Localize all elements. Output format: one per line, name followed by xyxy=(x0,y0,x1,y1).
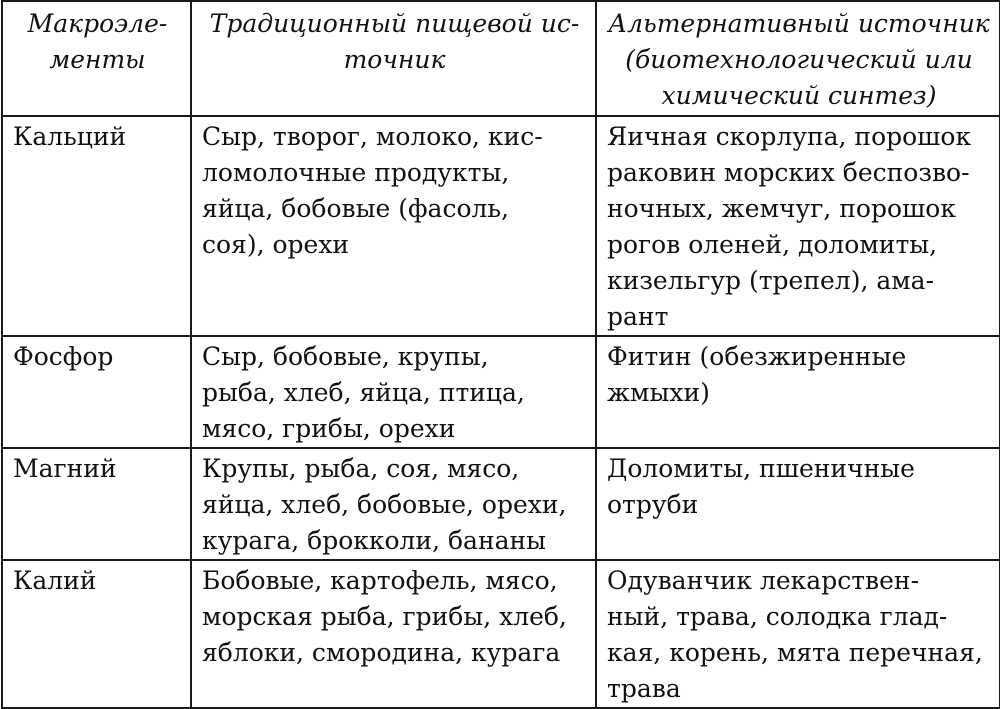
cell-element: Магний xyxy=(2,448,191,560)
cell-element: Калий xyxy=(2,560,191,708)
cell-traditional: Сыр, творог, молоко, кис- ломолочные продукты, яйца, бобовые (фасоль, соя), орехи xyxy=(191,116,596,336)
cell-element: Фосфор xyxy=(2,336,191,448)
cell-alternative: Фитин (обезжиренные жмыхи) xyxy=(596,336,1000,448)
table-row xyxy=(2,448,1000,560)
header-traditional-source: Традиционный пищевой ис- точник xyxy=(191,1,596,116)
cell-traditional: Сыр, бобовые, крупы, рыба, хлеб, яйца, птица, мясо, грибы, орехи xyxy=(191,336,596,448)
cell-traditional: Бобовые, картофель, мясо, морская рыба, грибы, хлеб, яблоки, смородина, курага xyxy=(191,560,596,708)
cell-element: Кальций xyxy=(2,116,191,336)
table-row xyxy=(2,336,1000,448)
macroelements-table xyxy=(1,0,1000,709)
table-header-row xyxy=(2,1,1000,116)
cell-alternative: Доломиты, пшеничные отруби xyxy=(596,448,1000,560)
table-row xyxy=(2,116,1000,336)
header-macroelements: Макроэле- менты xyxy=(2,1,191,116)
table-row xyxy=(2,560,1000,708)
cell-traditional: Крупы, рыба, соя, мясо, яйца, хлеб, бобовые, орехи, курага, брокколи, бананы xyxy=(191,448,596,560)
cell-alternative: Одуванчик лекарствен- ный, трава, солодка глад- кая, корень, мята перечная, трава xyxy=(596,560,1000,708)
header-alternative-source: Альтернативный источник (биотехнологический или химический синтез) xyxy=(596,1,1000,116)
cell-alternative: Яичная скорлупа, порошок раковин морских беспозво- ночных, жемчуг, порошок рогов оленей, доломиты, кизельгур (трепел), ама- рант xyxy=(596,116,1000,336)
